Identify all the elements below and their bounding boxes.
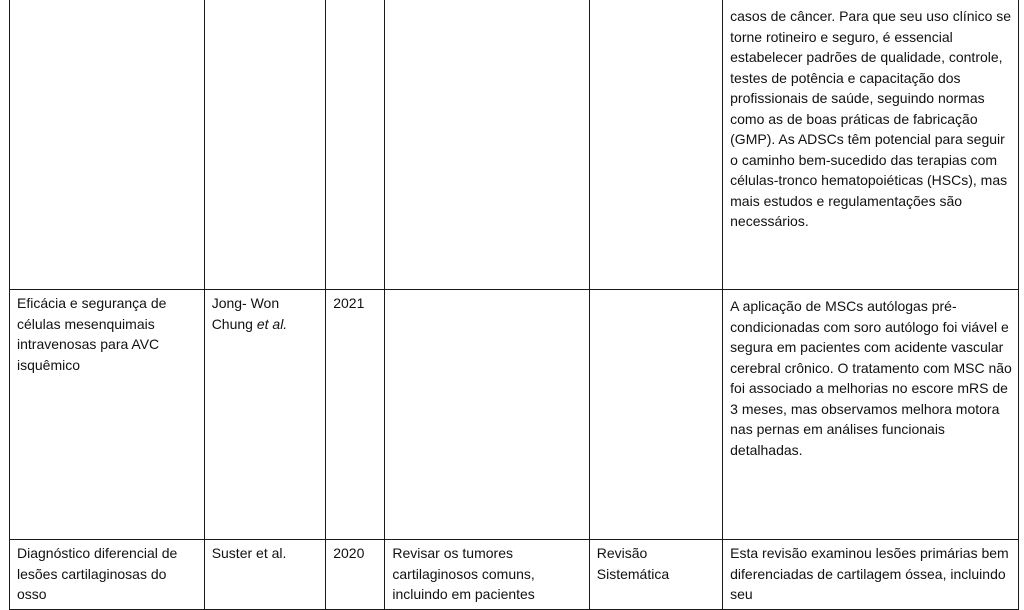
- objective-cell: [385, 0, 589, 290]
- et-al-text: et al.: [256, 315, 288, 332]
- result-text: Esta revisão examinou lesões primárias bem diferenciadas de cartilagem óssea, incluindo seu: [730, 545, 1009, 602]
- title-cell: [10, 0, 205, 290]
- objective-cell: [385, 540, 589, 610]
- authors-cell: [204, 540, 326, 610]
- authors-text: Jong- Won Chung: [211, 295, 280, 332]
- authors-text: Suster et al.: [211, 545, 287, 561]
- result-text: casos de câncer. Para que seu uso clínico se torne rotineiro e seguro, é essencial estabelecer padrões de qualidade, controle, testes de potência e capacitação dos profissionais de saúde, seguindo normas como as de boas práticas de fabricação (GMP). As ADSCs têm potencial para seguir o caminho bem-sucedido das terapias com células-tronco hematopoiéticas (HSCs), mas mais estudos e regulamentações são necessários.: [730, 8, 1012, 229]
- study-type-cell: [589, 0, 722, 290]
- title-cell: [10, 540, 205, 610]
- year-cell: [326, 0, 385, 290]
- result-cell: [723, 290, 1019, 540]
- study-type-text: Revisão Sistemática: [596, 545, 670, 582]
- study-type-cell: [589, 540, 722, 610]
- result-cell: [723, 0, 1019, 290]
- year-cell: [326, 540, 385, 610]
- year-text: 2021: [333, 295, 365, 311]
- table-row: [10, 540, 1019, 610]
- table-row: [10, 0, 1019, 290]
- year-text: 2020: [333, 545, 365, 561]
- table-row: [10, 290, 1019, 540]
- title-text: Eficácia e segurança de células mesenquimais intravenosas para AVC isquêmico: [17, 295, 167, 373]
- title-text: Diagnóstico diferencial de lesões cartilaginosas do osso: [17, 545, 178, 602]
- result-cell: [723, 540, 1019, 610]
- result-text: A aplicação de MSCs autólogas pré-condicionadas com soro autólogo foi viável e segura em pacientes com acidente vascular cerebral crônico. O tratamento com MSC não foi associado a melhorias no escore mRS de 3 meses, mas observamos melhora motora nas pernas em análises funcionais detalhadas.: [730, 298, 1012, 458]
- objective-cell: [385, 290, 589, 540]
- year-cell: [326, 290, 385, 540]
- objective-text: Revisar os tumores cartilaginosos comuns, incluindo em pacientes: [392, 545, 535, 602]
- authors-cell: [204, 0, 326, 290]
- title-cell: [10, 290, 205, 540]
- authors-cell: [204, 290, 326, 540]
- literature-review-table: [9, 0, 1019, 610]
- study-type-cell: [589, 290, 722, 540]
